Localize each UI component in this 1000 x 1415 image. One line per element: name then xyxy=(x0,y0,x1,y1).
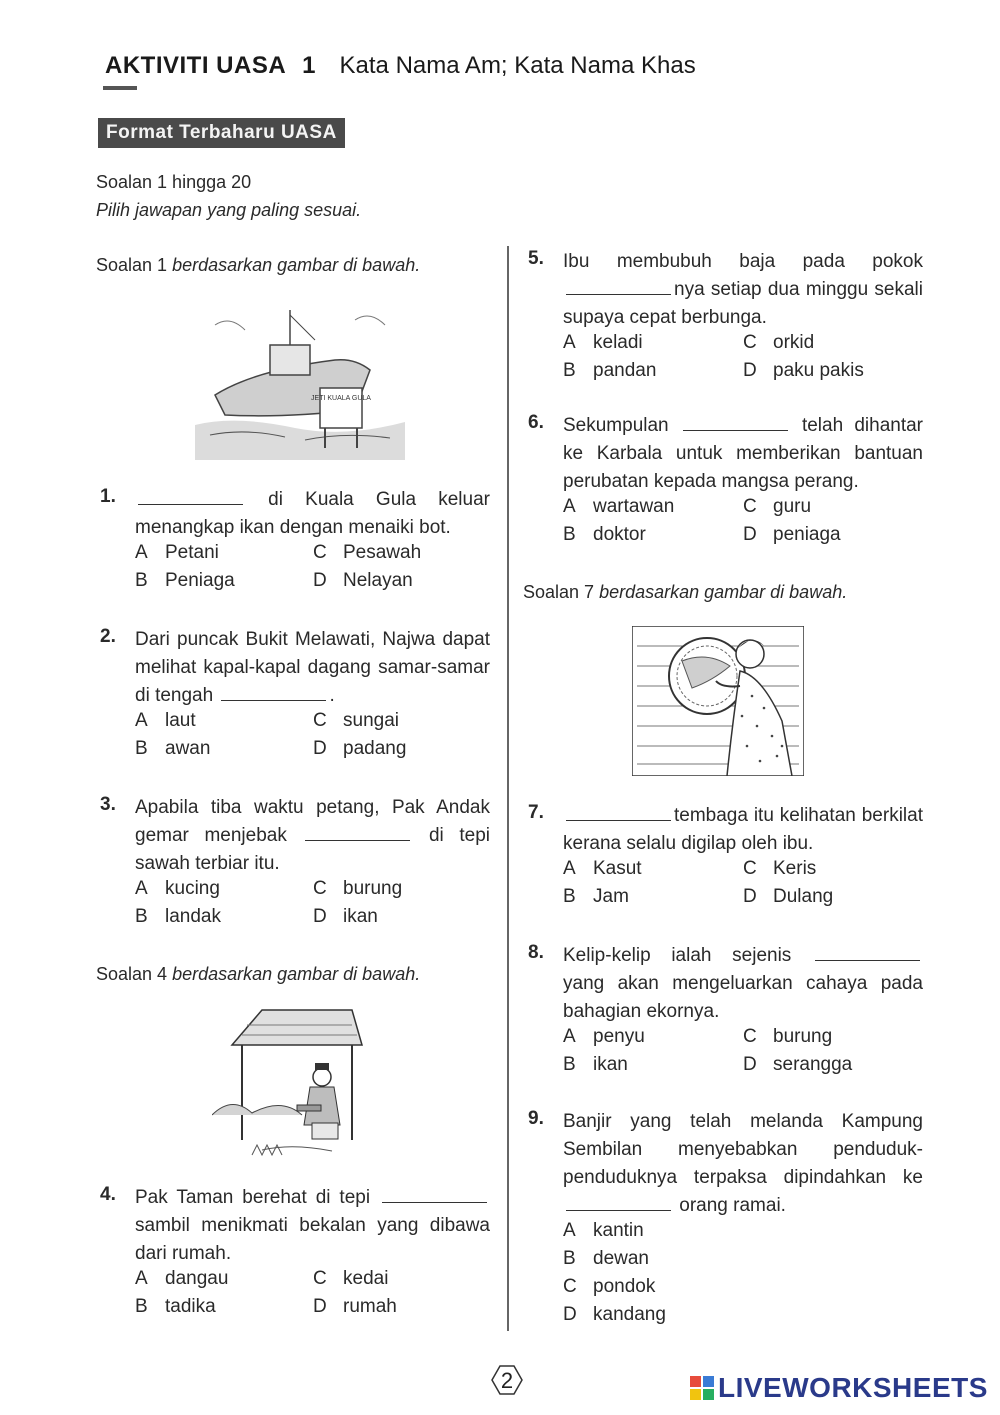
column-divider xyxy=(507,246,509,1331)
q6-stem xyxy=(563,412,923,496)
q9-option-d-text: kandang xyxy=(593,1304,666,1325)
q5-option-d-text: paku pakis xyxy=(773,360,864,381)
q3-option-c[interactable]: C burung xyxy=(313,878,403,899)
question-range: Soalan 1 hingga 20 xyxy=(96,172,252,192)
q1-stem-b: di Kuala Gula keluar menangkap ikan dengan menaiki bot. xyxy=(135,489,490,538)
activity-number: 1 xyxy=(302,52,316,79)
q8-stem-b: yang akan mengeluarkan cahaya pada bahagian ekornya. xyxy=(563,973,923,1022)
q9-option-c-text: pondok xyxy=(593,1276,656,1297)
q4-option-a[interactable]: A dangau xyxy=(135,1268,229,1289)
q6-option-b[interactable]: B doktor xyxy=(563,524,646,545)
question-3 xyxy=(100,794,500,944)
liveworksheets-brand xyxy=(690,1372,988,1404)
q7-option-a-text: Kasut xyxy=(593,858,642,879)
q4-option-b[interactable]: B tadika xyxy=(135,1296,216,1317)
q4-stem-b: sambil menikmati bekalan yang dibawa dari rumah. xyxy=(135,1215,490,1264)
q3-option-d[interactable]: D ikan xyxy=(313,906,378,927)
q6-option-c-text: guru xyxy=(773,496,812,517)
question-5 xyxy=(528,248,928,398)
q1-option-d[interactable]: D Nelayan xyxy=(313,570,413,591)
q8-stem xyxy=(563,942,923,1026)
question-6 xyxy=(528,412,928,562)
q6-stem-a: Sekumpulan xyxy=(563,415,680,436)
q9-blank[interactable] xyxy=(566,1196,671,1211)
q1-stem xyxy=(135,486,490,542)
q4-option-b-text: tadika xyxy=(165,1296,216,1317)
question-2 xyxy=(100,626,500,776)
q9-stem xyxy=(563,1108,923,1220)
q3-option-b-text: landak xyxy=(165,906,221,927)
brand-text: LIVEWORKSHEETS xyxy=(718,1372,988,1403)
q2-option-b[interactable]: B awan xyxy=(135,738,211,759)
q6-option-c[interactable]: C guru xyxy=(743,496,812,517)
q2-option-d[interactable]: D padang xyxy=(313,738,407,759)
reference-q1 xyxy=(96,255,420,276)
q9-option-b[interactable]: B dewan xyxy=(563,1248,649,1269)
page-number xyxy=(482,1360,532,1400)
q5-stem-b: nya setiap dua minggu sekali supaya cepat berbunga. xyxy=(563,279,923,328)
header-underline xyxy=(103,86,137,90)
q1-option-c[interactable]: C Pesawah xyxy=(313,542,422,563)
question-1 xyxy=(100,486,500,606)
q5-option-c-text: orkid xyxy=(773,332,815,353)
q7-option-c[interactable]: C Keris xyxy=(743,858,817,879)
q8-number: 8. xyxy=(528,942,544,963)
q5-option-a-text: keladi xyxy=(593,332,643,353)
q9-number: 9. xyxy=(528,1108,544,1129)
q8-stem-a: Kelip-kelip ialah sejenis xyxy=(563,945,812,966)
q3-stem-a: Apabila tiba waktu petang, Pak Andak gemar menjebak xyxy=(135,797,490,846)
q3-stem-b: di tepi sawah terbiar itu. xyxy=(135,825,490,874)
q2-blank[interactable] xyxy=(221,686,326,701)
jetty-sign-text: JETI KUALA GULA xyxy=(311,395,371,402)
q2-stem-b: . xyxy=(329,685,335,706)
q7-option-b-text: Jam xyxy=(593,886,629,907)
q4-stem xyxy=(135,1184,490,1268)
q7-option-c-text: Keris xyxy=(773,858,817,879)
ref-q4-italic: berdasarkan gambar di bawah. xyxy=(172,964,421,984)
q4-blank[interactable] xyxy=(382,1188,487,1203)
q9-option-a-text: kantin xyxy=(593,1220,644,1241)
q6-blank[interactable] xyxy=(683,416,788,431)
q4-option-c[interactable]: C kedai xyxy=(313,1268,389,1289)
q6-stem-b: telah dihantar ke Karbala untuk memberikan bantuan perubatan kepada mangsa perang. xyxy=(563,415,923,492)
q2-option-a[interactable]: A laut xyxy=(135,710,196,731)
q1-option-a-text: Petani xyxy=(165,542,219,563)
q3-number: 3. xyxy=(100,794,116,815)
q5-option-b[interactable]: B pandan xyxy=(563,360,657,381)
ref-q7-plain: Soalan 7 xyxy=(523,582,600,602)
q3-option-c-text: burung xyxy=(343,878,403,899)
q9-option-b-text: dewan xyxy=(593,1248,649,1269)
q7-stem xyxy=(563,802,923,858)
q1-option-b-text: Peniaga xyxy=(165,570,235,591)
q2-stem-a: Dari puncak Bukit Melawati, Najwa dapat melihat kapal-kapal dagang samar-samar di tengah xyxy=(135,629,490,706)
q1-option-a[interactable]: A Petani xyxy=(135,542,219,563)
question-9 xyxy=(528,1108,928,1338)
hut-illustration xyxy=(212,1005,372,1165)
q2-option-d-text: padang xyxy=(343,738,407,759)
q2-stem xyxy=(135,626,490,710)
q4-option-c-text: kedai xyxy=(343,1268,389,1289)
q5-stem-a: Ibu membubuh baja pada pokok xyxy=(563,251,923,272)
q2-option-b-text: awan xyxy=(165,738,211,759)
q4-option-d-text: rumah xyxy=(343,1296,397,1317)
woman-polishing-illustration xyxy=(632,626,804,776)
question-4 xyxy=(100,1184,500,1334)
q8-option-b[interactable]: B ikan xyxy=(563,1054,628,1075)
q5-option-b-text: pandan xyxy=(593,360,657,381)
q3-blank[interactable] xyxy=(305,826,410,841)
q5-option-c[interactable]: C orkid xyxy=(743,332,815,353)
q7-option-d-text: Dulang xyxy=(773,886,834,907)
q2-option-a-text: laut xyxy=(165,710,196,731)
reference-q4 xyxy=(96,964,420,985)
q4-option-d[interactable]: D rumah xyxy=(313,1296,397,1317)
reference-q7 xyxy=(523,582,847,603)
q1-blank[interactable] xyxy=(138,490,243,505)
q2-number: 2. xyxy=(100,626,116,647)
activity-header xyxy=(105,52,696,80)
q5-number: 5. xyxy=(528,248,544,269)
q6-option-d-text: peniaga xyxy=(773,524,841,545)
q1-option-b[interactable]: B Peniaga xyxy=(135,570,235,591)
q2-option-c[interactable]: C sungai xyxy=(313,710,399,731)
q5-stem xyxy=(563,248,923,332)
q9-option-d[interactable]: D kandang xyxy=(563,1304,666,1325)
q9-stem-b: orang ramai. xyxy=(674,1195,786,1216)
q7-option-a[interactable]: A Kasut xyxy=(563,858,642,879)
q5-blank[interactable] xyxy=(566,280,671,295)
q7-option-d[interactable]: D Dulang xyxy=(743,886,834,907)
q3-stem xyxy=(135,794,490,878)
q4-stem-a: Pak Taman berehat di tepi xyxy=(135,1187,379,1208)
ref-q1-plain: Soalan 1 xyxy=(96,255,173,275)
q8-option-c-text: burung xyxy=(773,1026,833,1047)
boat-jetty-illustration xyxy=(195,300,405,460)
question-8 xyxy=(528,942,928,1092)
q8-option-a-text: penyu xyxy=(593,1026,645,1047)
ref-q1-italic: berdasarkan gambar di bawah. xyxy=(172,255,421,275)
q3-option-b[interactable]: B landak xyxy=(135,906,221,927)
q4-option-a-text: dangau xyxy=(165,1268,229,1289)
q3-option-a-text: kucing xyxy=(165,878,220,899)
q6-option-a[interactable]: A wartawan xyxy=(563,496,675,517)
question-7 xyxy=(528,802,928,932)
page-number-text: 2 xyxy=(500,1368,514,1393)
q8-option-b-text: ikan xyxy=(593,1054,628,1075)
q8-option-d[interactable]: D serangga xyxy=(743,1054,853,1075)
instruction: Pilih jawapan yang paling sesuai. xyxy=(96,200,362,220)
q8-option-a[interactable]: A penyu xyxy=(563,1026,645,1047)
q7-stem-b: tembaga itu kelihatan berkilat kerana selalu digilap oleh ibu. xyxy=(563,805,923,854)
format-badge: Format Terbaharu UASA xyxy=(98,118,345,148)
q3-option-a[interactable]: A kucing xyxy=(135,878,220,899)
activity-title: Kata Nama Am; Kata Nama Khas xyxy=(339,52,696,79)
q9-stem-a: Banjir yang telah melanda Kampung Sembilan menyebabkan penduduk-penduduknya terpaksa dipindahkan ke xyxy=(563,1111,923,1188)
q7-blank[interactable] xyxy=(566,806,671,821)
q1-option-c-text: Pesawah xyxy=(343,542,422,563)
q6-option-b-text: doktor xyxy=(593,524,646,545)
q1-option-d-text: Nelayan xyxy=(343,570,413,591)
q6-option-d[interactable]: D peniaga xyxy=(743,524,841,545)
q2-option-c-text: sungai xyxy=(343,710,399,731)
q9-option-a[interactable]: A kantin xyxy=(563,1220,644,1241)
liveworksheets-logo-icon xyxy=(690,1376,714,1400)
ref-q7-italic: berdasarkan gambar di bawah. xyxy=(599,582,848,602)
ref-q4-plain: Soalan 4 xyxy=(96,964,173,984)
q8-blank[interactable] xyxy=(815,946,920,961)
activity-label: AKTIVITI UASA xyxy=(105,52,287,79)
q3-option-d-text: ikan xyxy=(343,906,378,927)
q6-number: 6. xyxy=(528,412,544,433)
q4-number: 4. xyxy=(100,1184,116,1205)
q8-option-c[interactable]: C burung xyxy=(743,1026,833,1047)
q1-number: 1. xyxy=(100,486,116,507)
q5-option-a[interactable]: A keladi xyxy=(563,332,643,353)
q5-option-d[interactable]: D paku pakis xyxy=(743,360,864,381)
q8-option-d-text: serangga xyxy=(773,1054,853,1075)
q7-number: 7. xyxy=(528,802,544,823)
q9-option-c[interactable]: C pondok xyxy=(563,1276,656,1297)
q6-option-a-text: wartawan xyxy=(593,496,675,517)
q7-option-b[interactable]: B Jam xyxy=(563,886,629,907)
